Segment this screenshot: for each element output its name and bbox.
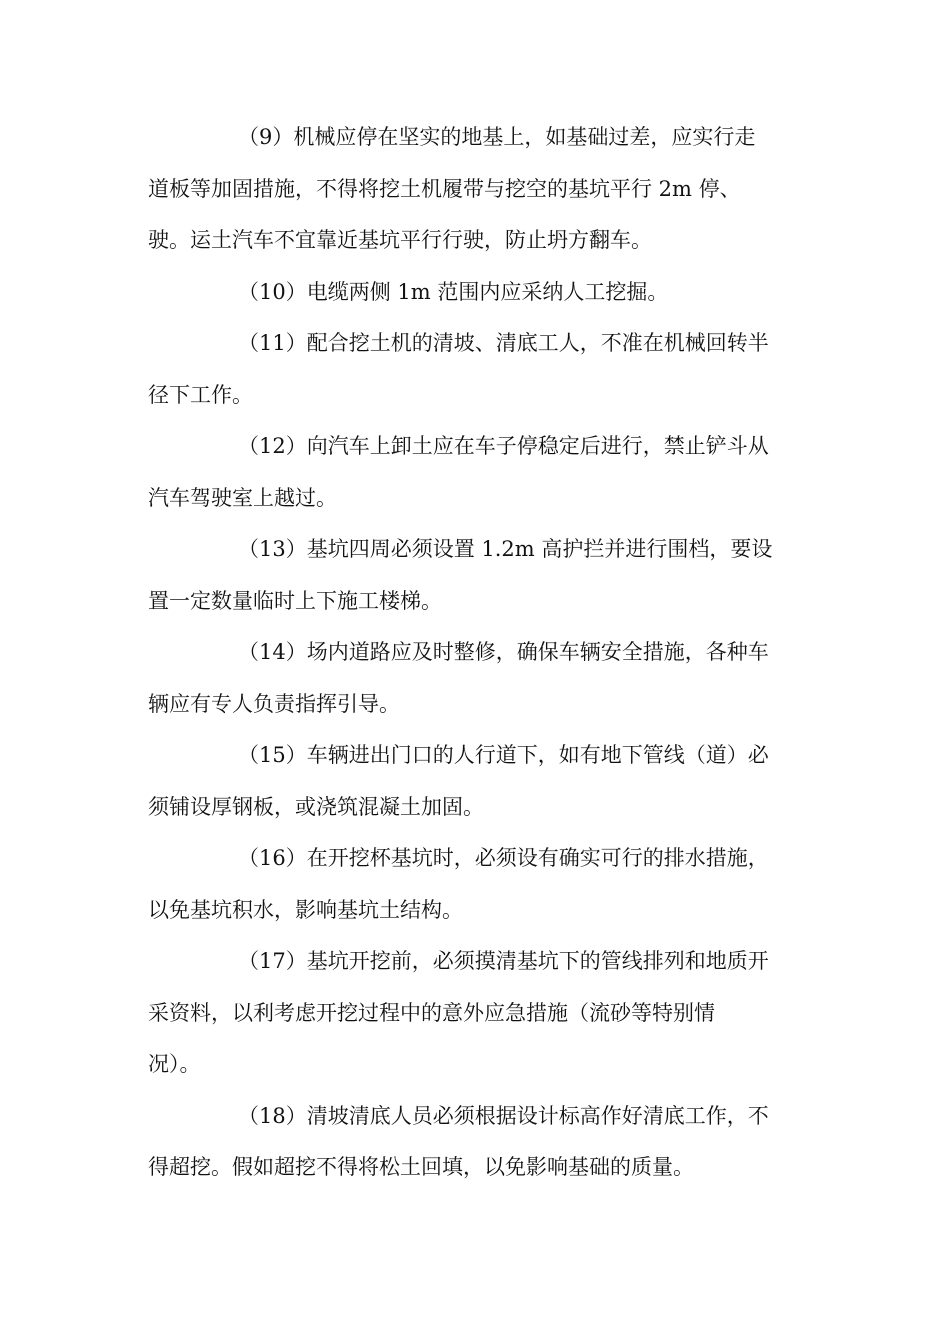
- paragraph-13-line-2: 置一定数量临时上下施工楼梯。: [148, 588, 442, 613]
- document-body: [148, 112, 808, 1194]
- paragraph-17-line-3: 况）。: [148, 1052, 201, 1076]
- paragraph-10-line-1: （10）电缆两侧 1m 范围内应采纳人工挖掘。: [238, 279, 669, 304]
- paragraph-18-line-1: （18）清坡清底人员必须根据设计标高作好清底工作，不: [238, 1103, 769, 1128]
- paragraph-17-line-2: 采资料，以利考虑开挖过程中的意外应急措施（流砂等特别情: [148, 1000, 715, 1025]
- paragraph-14-line-1: （14）场内道路应及时整修，确保车辆安全措施，各种车: [238, 640, 769, 664]
- paragraph-16-line-1: （16）在开挖杯基坑时，必须设有确实可行的排水措施，: [238, 846, 769, 870]
- paragraph-14-line-2: 辆应有专人负责指挥引导。: [148, 691, 400, 716]
- paragraph-13-line-1: （13）基坑四周必须设置 1.2m 高护拦并进行围档，要设: [238, 537, 773, 561]
- paragraph-9-line-1: （9）机械应停在坚实的地基上，如基础过差，应实行走: [238, 125, 756, 149]
- paragraph-15-line-2: 须铺设厚钢板，或浇筑混凝土加固。: [148, 794, 484, 819]
- paragraph-18-line-2: 得超挖。假如超挖不得将松土回填，以免影响基础的质量。: [148, 1155, 694, 1179]
- paragraph-9-line-2: 道板等加固措施，不得将挖土机履带与挖空的基坑平行 2m 停、: [148, 176, 741, 201]
- paragraph-12-line-1: （12）向汽车上卸土应在车子停稳定后进行，禁止铲斗从: [238, 434, 769, 458]
- paragraph-9-line-3: 驶。运土汽车不宜靠近基坑平行行驶，防止坍方翻车。: [148, 228, 652, 252]
- paragraph-11-line-1: （11）配合挖土机的清坡、清底工人，不准在机械回转半: [238, 331, 769, 355]
- paragraph-15-line-1: （15）车辆进出门口的人行道下，如有地下管线（道）必: [238, 743, 769, 767]
- paragraph-12-line-2: 汽车驾驶室上越过。: [148, 485, 337, 510]
- paragraph-16-line-2: 以免基坑积水，影响基坑土结构。: [148, 897, 463, 922]
- paragraph-11-line-2: 径下工作。: [148, 382, 253, 407]
- paragraph-17-line-1: （17）基坑开挖前，必须摸清基坑下的管线排列和地质开: [238, 949, 769, 973]
